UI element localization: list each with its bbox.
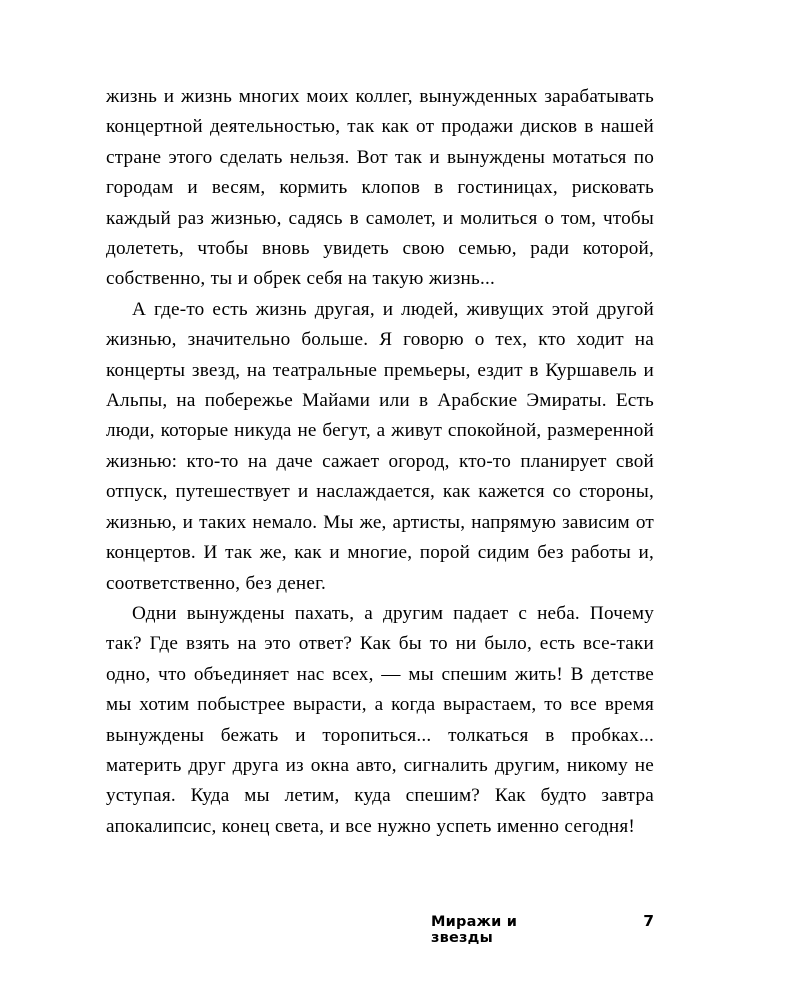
page-footer [106,912,654,946]
paragraph-3: Одни вынуждены пахать, а другим падает с неба. Почему так? Где взять на это ответ? Как бы то ни было, есть все-таки одно, что объединяет нас всех, — мы спешим жить! В детстве мы хотим побыстрее вырасти, а когда вырастаем, то все время вынуждены бежать и торопиться... толкаться в пробках... материть друг друга из окна авто, сигналить другим, никому не уступая. Куда мы летим, куда спешим? Как будто завтра апокалипсис, конец света, и все нужно успеть именно сегодня! [106,602,654,837]
paragraph-2: А где-то есть жизнь другая, и людей, живущих этой другой жизнью, значительно больше. Я говорю о тех, кто ходит на концерты звезд, на театральные премьеры, ездит в Куршавель и Альпы, на побережье Майами или в Арабские Эмираты. Есть люди, которые никуда не бегут, а живут спокойной, размеренной жизнью: кто-то на даче сажает огород, кто-то планирует свой отпуск, путешествует и наслаждается, как кажется со стороны, жизнью, и таких немало. Мы же, артисты, напрямую зависим от концертов. И так же, как и многие, порой сидим без работы и, соответственно, без денег. [106,298,654,594]
paragraph-1: жизнь и жизнь многих моих коллег, вынужденных зарабатывать концертной деятельностью, так как от продажи дисков в нашей стране этого сделать нельзя. Вот так и вынуждены мотаться по городам и весям, кормить клопов в гостиницах, рисковать каждый раз жизнью, садясь в самолет, и молиться о том, чтобы долететь, чтобы вновь увидеть свою семью, ради которой, собственно, ты и обрек себя на такую жизнь... [106,86,654,290]
footer-page-number: 7 [643,912,654,930]
page-text-block [106,82,654,842]
footer-book-title: Миражи и звезды [431,914,518,946]
